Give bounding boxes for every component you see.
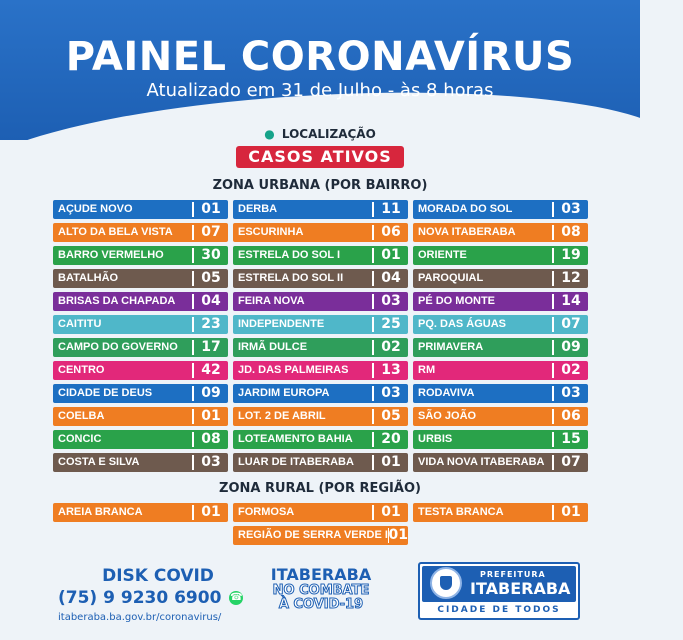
- neighborhood-name: INDEPENDENTE: [238, 318, 325, 330]
- case-count: 05: [381, 408, 401, 424]
- case-count: 05: [201, 270, 221, 286]
- campaign-city: ITABERABA: [270, 565, 372, 584]
- location-heading: [0, 127, 640, 141]
- case-count: 07: [561, 316, 581, 332]
- case-row: [53, 453, 228, 472]
- case-count: 06: [381, 224, 401, 240]
- neighborhood-name: COELBA: [58, 410, 105, 422]
- neighborhood-name: LOTEAMENTO BAHIA: [238, 433, 353, 445]
- case-row: [53, 246, 228, 265]
- neighborhood-name: PRIMAVERA: [418, 341, 484, 353]
- website-link[interactable]: itaberaba.ba.gov.br/coronavirus/: [58, 612, 222, 623]
- neighborhood-name: BATALHÃO: [58, 272, 119, 284]
- case-row: [233, 526, 408, 545]
- case-count: 08: [561, 224, 581, 240]
- case-row: [53, 338, 228, 357]
- neighborhood-name: BARRO VERMELHO: [58, 249, 164, 261]
- case-row: [53, 361, 228, 380]
- case-count: 20: [381, 431, 401, 447]
- location-label: LOCALIZAÇÃO: [281, 127, 376, 141]
- case-count: 09: [201, 385, 221, 401]
- urban-column-1: [53, 200, 228, 476]
- campaign-line-3: À COVID-19: [278, 597, 364, 612]
- neighborhood-name: LUAR DE ITABERABA: [238, 456, 354, 468]
- case-row: [413, 269, 588, 288]
- case-row: [233, 361, 408, 380]
- rural-table: [53, 503, 588, 548]
- neighborhood-name: ORIENTE: [418, 249, 467, 261]
- case-row: [233, 338, 408, 357]
- case-count: 17: [201, 339, 221, 355]
- case-count: 23: [201, 316, 221, 332]
- rural-zone-title: ZONA RURAL (POR REGIÃO): [219, 481, 421, 496]
- case-row: [413, 200, 588, 219]
- case-row: [413, 361, 588, 380]
- city-motto: CIDADE DE TODOS: [437, 605, 561, 615]
- neighborhood-name: ESCURINHA: [238, 226, 304, 238]
- urban-table: [53, 200, 588, 470]
- case-count: 01: [381, 247, 401, 263]
- case-row: [233, 269, 408, 288]
- case-row: [233, 384, 408, 403]
- case-row: [413, 315, 588, 334]
- neighborhood-name: PAROQUIAL: [418, 272, 484, 284]
- case-count: 19: [561, 247, 581, 263]
- case-row: [53, 503, 228, 522]
- neighborhood-name: JD. DAS PALMEIRAS: [238, 364, 349, 376]
- case-row: [413, 292, 588, 311]
- case-row: [413, 384, 588, 403]
- case-count: 01: [381, 454, 401, 470]
- case-count: 01: [388, 527, 408, 543]
- neighborhood-name: AREIA BRANCA: [58, 506, 143, 518]
- neighborhood-name: CAITITU: [58, 318, 102, 330]
- neighborhood-name: CAMPO DO GOVERNO: [58, 341, 178, 353]
- case-count: 25: [381, 316, 401, 332]
- neighborhood-name: FEIRA NOVA: [238, 295, 305, 307]
- case-row: [413, 453, 588, 472]
- case-row: [53, 292, 228, 311]
- disk-covid-title: DISK COVID: [102, 566, 214, 586]
- case-count: 02: [381, 339, 401, 355]
- neighborhood-name: TESTA BRANCA: [418, 506, 504, 518]
- neighborhood-name: CONCIC: [58, 433, 102, 445]
- campaign-logo: [256, 565, 386, 612]
- neighborhood-name: IRMÃ DULCE: [238, 341, 308, 353]
- neighborhood-name: RM: [418, 364, 436, 376]
- case-row: [233, 246, 408, 265]
- neighborhood-name: COSTA E SILVA: [58, 456, 140, 468]
- case-row: [413, 246, 588, 265]
- page-subtitle: Atualizado em 31 de Julho - às 8 horas: [146, 80, 494, 101]
- case-row: [53, 407, 228, 426]
- case-row: [413, 407, 588, 426]
- page-title: PAINEL CORONAVÍRUS: [65, 34, 575, 80]
- case-row: [233, 453, 408, 472]
- case-count: 30: [201, 247, 221, 263]
- case-count: 04: [381, 270, 401, 286]
- disk-covid-block: [58, 566, 258, 623]
- case-count: 02: [561, 362, 581, 378]
- location-pin-icon: ●: [264, 127, 275, 141]
- urban-column-3: [413, 200, 588, 476]
- neighborhood-name: AÇUDE NOVO: [58, 203, 133, 215]
- prefeitura-logo: [418, 562, 580, 620]
- case-count: 11: [381, 201, 401, 217]
- neighborhood-name: FORMOSA: [238, 506, 295, 518]
- case-count: 03: [201, 454, 221, 470]
- neighborhood-name: VIDA NOVA ITABERABA: [418, 456, 545, 468]
- neighborhood-name: CENTRO: [58, 364, 105, 376]
- case-count: 42: [201, 362, 221, 378]
- neighborhood-name: ALTO DA BELA VISTA: [58, 226, 173, 238]
- case-row: [233, 292, 408, 311]
- rural-column-3: [413, 503, 588, 526]
- case-count: 01: [381, 504, 401, 520]
- neighborhood-name: CIDADE DE DEUS: [58, 387, 153, 399]
- case-count: 12: [561, 270, 581, 286]
- casos-ativos-badge: CASOS ATIVOS: [236, 146, 404, 168]
- urban-column-2: [233, 200, 408, 476]
- case-count: 01: [201, 201, 221, 217]
- case-count: 07: [201, 224, 221, 240]
- case-row: [233, 223, 408, 242]
- case-count: 09: [561, 339, 581, 355]
- rural-column-1: [53, 503, 228, 526]
- case-row: [413, 503, 588, 522]
- case-row: [53, 269, 228, 288]
- phone-number: (75) 9 9230 6900: [58, 588, 222, 608]
- case-row: [233, 315, 408, 334]
- case-row: [413, 338, 588, 357]
- case-count: 04: [201, 293, 221, 309]
- whatsapp-icon: ☎: [230, 592, 243, 603]
- neighborhood-name: SÃO JOÃO: [418, 410, 477, 422]
- neighborhood-name: NOVA ITABERABA: [418, 226, 516, 238]
- campaign-line-2: NO COMBATE: [272, 583, 370, 598]
- neighborhood-name: JARDIM EUROPA: [238, 387, 330, 399]
- case-row: [53, 384, 228, 403]
- neighborhood-name: PQ. DAS ÁGUAS: [418, 318, 507, 330]
- neighborhood-name: RODAVIVA: [418, 387, 475, 399]
- case-count: 08: [201, 431, 221, 447]
- case-row: [233, 200, 408, 219]
- case-row: [413, 430, 588, 449]
- neighborhood-name: PÉ DO MONTE: [418, 295, 496, 307]
- rural-column-2: [233, 503, 408, 549]
- case-count: 03: [381, 293, 401, 309]
- case-row: [233, 430, 408, 449]
- city-emblem-icon: [430, 567, 462, 599]
- case-count: 03: [561, 201, 581, 217]
- case-count: 14: [561, 293, 581, 309]
- case-row: [413, 223, 588, 242]
- neighborhood-name: URBIS: [418, 433, 453, 445]
- neighborhood-name: DERBA: [238, 203, 278, 215]
- case-count: 15: [561, 431, 581, 447]
- case-count: 01: [561, 504, 581, 520]
- neighborhood-name: LOT. 2 DE ABRIL: [238, 410, 326, 422]
- prefeitura-label: PREFEITURA: [480, 570, 546, 579]
- case-row: [233, 407, 408, 426]
- case-count: 06: [561, 408, 581, 424]
- neighborhood-name: ESTRELA DO SOL II: [238, 272, 344, 284]
- neighborhood-name: REGIÃO DE SERRA VERDE I: [238, 529, 388, 541]
- case-count: 03: [381, 385, 401, 401]
- case-row: [53, 200, 228, 219]
- case-row: [53, 430, 228, 449]
- case-count: 01: [201, 504, 221, 520]
- neighborhood-name: MORADA DO SOL: [418, 203, 513, 215]
- phone-line: [58, 588, 258, 608]
- case-row: [53, 223, 228, 242]
- case-row: [233, 503, 408, 522]
- case-count: 03: [561, 385, 581, 401]
- prefeitura-city: ITABERABA: [470, 579, 571, 598]
- case-count: 07: [561, 454, 581, 470]
- neighborhood-name: ESTRELA DO SOL I: [238, 249, 341, 261]
- case-count: 13: [381, 362, 401, 378]
- neighborhood-name: BRISAS DA CHAPADA: [58, 295, 176, 307]
- urban-zone-title: ZONA URBANA (POR BAIRRO): [212, 178, 428, 193]
- case-count: 01: [201, 408, 221, 424]
- case-row: [53, 315, 228, 334]
